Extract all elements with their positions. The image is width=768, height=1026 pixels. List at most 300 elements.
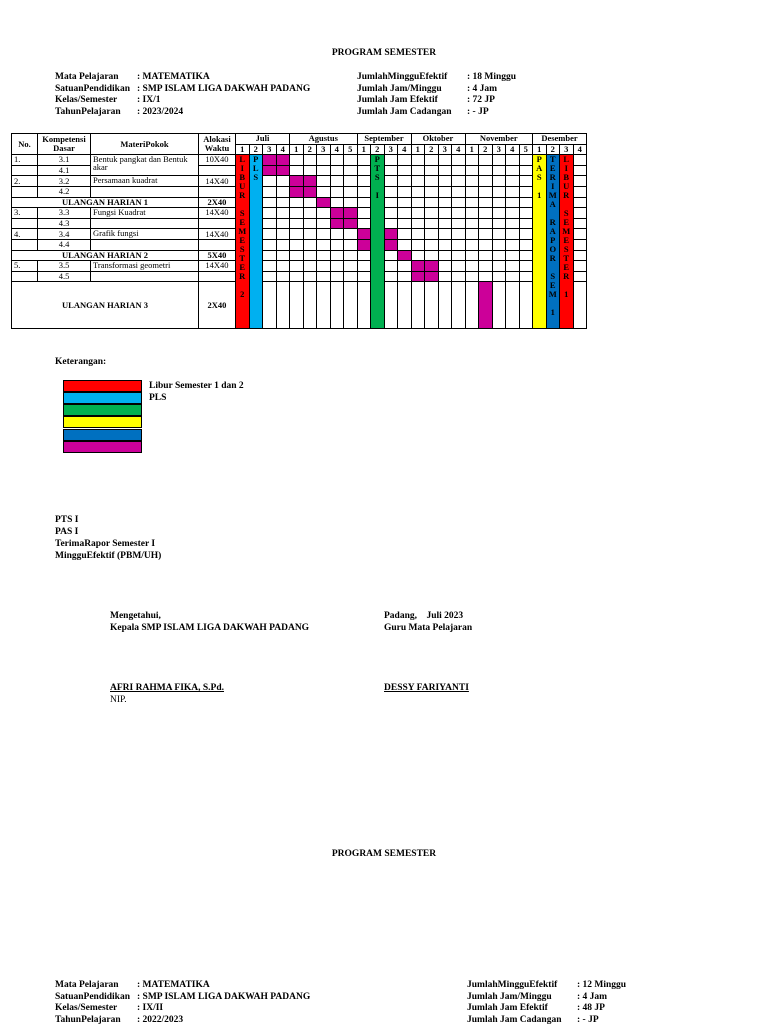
- week-cell: [330, 271, 344, 282]
- info-value: : 2022/2023: [137, 1014, 184, 1025]
- week-cell: [438, 239, 452, 250]
- week-cell: [438, 197, 452, 208]
- info-label: JumlahMingguEfektif: [467, 980, 558, 990]
- week-cell: [290, 197, 304, 208]
- header-month: Agustus: [290, 134, 358, 145]
- table-row: [12, 229, 587, 240]
- week-cell: [344, 186, 358, 197]
- header-week: 1: [236, 144, 250, 155]
- week-cell: [411, 197, 425, 208]
- week-cell: [263, 282, 277, 329]
- week-cell: [384, 282, 398, 329]
- week-cell: [479, 186, 493, 197]
- header-month: Juli: [236, 134, 290, 145]
- week-cell: [303, 250, 317, 261]
- table-row: [12, 218, 587, 229]
- header-month: Desember: [533, 134, 587, 145]
- vertical-label-cell: P T S I: [371, 155, 385, 329]
- legend-item-rapor: TerimaRapor Semester I: [55, 539, 156, 549]
- info-value: : 48 JP: [577, 1003, 605, 1014]
- week-cell: [276, 261, 290, 272]
- materi-cell: [91, 239, 199, 250]
- week-cell: [384, 176, 398, 187]
- week-cell: [452, 271, 466, 282]
- magenta-cell: [317, 197, 331, 208]
- week-cell: [438, 250, 452, 261]
- week-cell: [425, 176, 439, 187]
- week-cell: [398, 165, 412, 176]
- week-cell: [384, 165, 398, 176]
- info-row: [55, 980, 310, 992]
- week-cell: [276, 229, 290, 240]
- week-cell: [519, 282, 533, 329]
- info-label: Jumlah Jam Cadangan: [467, 1014, 562, 1025]
- vertical-label-cell: P A S 1: [533, 155, 547, 329]
- table-row-ulangan: [12, 250, 587, 261]
- principal-name: AFRI RAHMA FIKA, S.Pd.: [110, 683, 225, 693]
- no-cell: 2.: [12, 176, 38, 187]
- week-cell: [519, 165, 533, 176]
- info-label: TahunPelajaran: [55, 1014, 121, 1025]
- week-cell: [263, 186, 277, 197]
- week-cell: [276, 271, 290, 282]
- week-cell: [479, 197, 493, 208]
- week-cell: [303, 229, 317, 240]
- week-cell: [290, 282, 304, 329]
- week-cell: [398, 176, 412, 187]
- week-cell: [479, 176, 493, 187]
- week-cell: [303, 208, 317, 219]
- week-cell: [452, 250, 466, 261]
- week-cell: [479, 261, 493, 272]
- week-cell: [344, 261, 358, 272]
- info-row: [55, 84, 310, 96]
- week-cell: [519, 261, 533, 272]
- week-cell: [398, 208, 412, 219]
- week-cell: [452, 176, 466, 187]
- header-month: November: [465, 134, 533, 145]
- week-cell: [465, 186, 479, 197]
- info-value: : MATEMATIKA: [137, 72, 210, 82]
- materi-cell: Bentuk pangkat dan Bentuk akar: [91, 155, 199, 176]
- week-cell: [519, 186, 533, 197]
- week-cell: [573, 239, 587, 250]
- week-cell: [263, 208, 277, 219]
- week-cell: [492, 218, 506, 229]
- week-cell: [425, 250, 439, 261]
- week-cell: [411, 165, 425, 176]
- header-week: 3: [317, 144, 331, 155]
- week-cell: [317, 229, 331, 240]
- week-cell: [411, 176, 425, 187]
- legend-swatch-green: [63, 404, 142, 416]
- alokasi-cell: [199, 271, 236, 282]
- week-cell: [276, 239, 290, 250]
- header-week: 3: [384, 144, 398, 155]
- week-cell: [492, 239, 506, 250]
- week-cell: [290, 239, 304, 250]
- header-week: 3: [438, 144, 452, 155]
- week-cell: [357, 155, 371, 166]
- header-no: No.: [12, 134, 38, 155]
- info-label: Kelas/Semester: [55, 1003, 118, 1014]
- week-cell: [263, 271, 277, 282]
- week-cell: [290, 155, 304, 166]
- week-cell: [330, 176, 344, 187]
- week-cell: [263, 229, 277, 240]
- table-row-ulangan: [12, 197, 587, 208]
- week-cell: [263, 239, 277, 250]
- header-month: Oktober: [411, 134, 465, 145]
- schedule-table-wrapper: [11, 133, 587, 329]
- week-cell: [438, 186, 452, 197]
- info-label: Mata Pelajaran: [55, 980, 119, 990]
- info-value: : SMP ISLAM LIGA DAKWAH PADANG: [137, 83, 311, 94]
- magenta-cell: [411, 261, 425, 272]
- info-label: Jumlah Jam/Minggu: [357, 83, 442, 94]
- info-row: [467, 1015, 626, 1026]
- week-cell: [492, 208, 506, 219]
- kd-cell: 4.3: [38, 218, 91, 229]
- week-cell: [303, 218, 317, 229]
- week-cell: [276, 218, 290, 229]
- legend-item-pas: PAS I: [55, 527, 79, 537]
- table-row: [12, 239, 587, 250]
- week-cell: [425, 239, 439, 250]
- info-label: SatuanPendidikan: [55, 991, 130, 1002]
- info-row: [357, 95, 516, 107]
- materi-cell: [91, 218, 199, 229]
- week-cell: [573, 155, 587, 166]
- legend-swatch-yellow: [63, 416, 142, 428]
- week-cell: [506, 250, 520, 261]
- week-cell: [438, 282, 452, 329]
- week-cell: [506, 165, 520, 176]
- week-cell: [384, 218, 398, 229]
- week-cell: [506, 239, 520, 250]
- info-row: [55, 992, 310, 1004]
- week-cell: [425, 155, 439, 166]
- week-cell: [573, 208, 587, 219]
- legend-swatch-blue: [63, 429, 142, 441]
- info-value: : SMP ISLAM LIGA DAKWAH PADANG: [137, 991, 311, 1002]
- ulangan-label: ULANGAN HARIAN 2: [12, 250, 199, 261]
- week-cell: [276, 208, 290, 219]
- info-row: [357, 84, 516, 96]
- materi-cell: Fungsi Kuadrat: [91, 208, 199, 219]
- magenta-cell: [384, 239, 398, 250]
- magenta-cell: [303, 176, 317, 187]
- week-cell: [317, 261, 331, 272]
- no-cell: [12, 186, 38, 197]
- header-week: 2: [371, 144, 385, 155]
- week-cell: [330, 155, 344, 166]
- alokasi-cell: [199, 239, 236, 250]
- week-cell: [276, 197, 290, 208]
- alokasi-cell: [199, 165, 236, 176]
- header-week: 1: [290, 144, 304, 155]
- week-cell: [506, 186, 520, 197]
- magenta-cell: [290, 176, 304, 187]
- week-cell: [425, 165, 439, 176]
- kd-cell: 3.2: [38, 176, 91, 187]
- table-row: [12, 271, 587, 282]
- header-alokasi: Alokasi Waktu: [199, 134, 236, 155]
- week-cell: [465, 250, 479, 261]
- week-cell: [263, 197, 277, 208]
- magenta-cell: [384, 229, 398, 240]
- alokasi-cell: 2X40: [199, 197, 236, 208]
- page-title: PROGRAM SEMESTER: [331, 48, 437, 58]
- header-week: 1: [465, 144, 479, 155]
- week-cell: [330, 165, 344, 176]
- info-value: : IX/II: [137, 1003, 164, 1014]
- kd-cell: 3.1: [38, 155, 91, 166]
- magenta-cell: [290, 186, 304, 197]
- alokasi-cell: 14X40: [199, 176, 236, 187]
- week-cell: [398, 261, 412, 272]
- week-cell: [573, 165, 587, 176]
- week-cell: [317, 186, 331, 197]
- week-cell: [384, 155, 398, 166]
- week-cell: [317, 250, 331, 261]
- week-cell: [411, 250, 425, 261]
- week-cell: [492, 197, 506, 208]
- magenta-cell: [276, 165, 290, 176]
- week-cell: [425, 197, 439, 208]
- week-cell: [452, 186, 466, 197]
- week-cell: [452, 229, 466, 240]
- info-value: : 2023/2024: [137, 106, 184, 117]
- week-cell: [411, 155, 425, 166]
- legend-swatch-red: [63, 380, 142, 392]
- magenta-cell: [425, 261, 439, 272]
- header-week: 4: [330, 144, 344, 155]
- header-week: 4: [452, 144, 466, 155]
- table-row: [12, 208, 587, 219]
- week-cell: [519, 271, 533, 282]
- week-cell: [452, 239, 466, 250]
- info-row: [55, 72, 310, 84]
- week-cell: [573, 218, 587, 229]
- kd-cell: 4.1: [38, 165, 91, 176]
- magenta-cell: [344, 218, 358, 229]
- course-info-right: [357, 72, 516, 118]
- week-cell: [479, 229, 493, 240]
- header-month: September: [357, 134, 411, 145]
- week-cell: [519, 250, 533, 261]
- legend-title: Keterangan:: [55, 357, 107, 367]
- sig-left-line1: Mengetahui,: [110, 611, 161, 621]
- week-cell: [303, 165, 317, 176]
- week-cell: [344, 271, 358, 282]
- week-cell: [519, 176, 533, 187]
- info-label: SatuanPendidikan: [55, 83, 130, 94]
- info-label: Mata Pelajaran: [55, 72, 119, 82]
- week-cell: [438, 176, 452, 187]
- week-cell: [317, 282, 331, 329]
- week-cell: [492, 261, 506, 272]
- alokasi-cell: 14X40: [199, 261, 236, 272]
- info-label: TahunPelajaran: [55, 106, 121, 117]
- week-cell: [425, 218, 439, 229]
- week-cell: [357, 218, 371, 229]
- week-cell: [330, 282, 344, 329]
- week-cell: [573, 197, 587, 208]
- legend-label-libur: Libur Semester 1 dan 2: [149, 381, 244, 391]
- week-cell: [290, 271, 304, 282]
- week-cell: [506, 218, 520, 229]
- week-cell: [519, 155, 533, 166]
- week-cell: [276, 186, 290, 197]
- week-cell: [303, 271, 317, 282]
- week-cell: [276, 282, 290, 329]
- info-row: [55, 95, 310, 107]
- week-cell: [452, 282, 466, 329]
- week-cell: [573, 261, 587, 272]
- header-kd: Kompetensi Dasar: [38, 134, 91, 155]
- info-value: : IX/1: [137, 95, 161, 106]
- course-info-left: [55, 72, 310, 118]
- magenta-cell: [357, 239, 371, 250]
- sig-left-line2: Kepala SMP ISLAM LIGA DAKWAH PADANG: [110, 623, 310, 633]
- header-week: 1: [357, 144, 371, 155]
- week-cell: [479, 250, 493, 261]
- no-cell: [12, 271, 38, 282]
- week-cell: [303, 155, 317, 166]
- magenta-cell: [263, 155, 277, 166]
- week-cell: [357, 261, 371, 272]
- info-value: : 4 Jam: [577, 991, 608, 1002]
- no-cell: 4.: [12, 229, 38, 240]
- legend-item-minggu: MingguEfektif (PBM/UH): [55, 551, 162, 561]
- week-cell: [330, 229, 344, 240]
- week-cell: [492, 250, 506, 261]
- info-value: : 18 Minggu: [467, 72, 517, 82]
- info-row: [55, 107, 310, 119]
- week-cell: [573, 271, 587, 282]
- week-cell: [290, 208, 304, 219]
- header-week: 3: [560, 144, 574, 155]
- week-cell: [519, 218, 533, 229]
- info-row: [55, 1003, 310, 1015]
- week-cell: [479, 165, 493, 176]
- alokasi-cell: 14X40: [199, 208, 236, 219]
- magenta-cell: [357, 229, 371, 240]
- week-cell: [344, 155, 358, 166]
- week-cell: [344, 282, 358, 329]
- week-cell: [411, 282, 425, 329]
- kd-cell: 4.5: [38, 271, 91, 282]
- principal-nip: NIP.: [110, 695, 127, 705]
- header-week: 3: [263, 144, 277, 155]
- week-cell: [411, 208, 425, 219]
- week-cell: [357, 186, 371, 197]
- magenta-cell: [425, 271, 439, 282]
- week-cell: [425, 229, 439, 240]
- materi-cell: Grafik fungsi: [91, 229, 199, 240]
- info-value: : 4 Jam: [467, 83, 498, 94]
- header-week: 3: [492, 144, 506, 155]
- week-cell: [357, 282, 371, 329]
- no-cell: 1.: [12, 155, 38, 166]
- info-label: Jumlah Jam/Minggu: [467, 991, 552, 1002]
- magenta-cell: [263, 165, 277, 176]
- week-cell: [425, 282, 439, 329]
- materi-cell: Transformasi geometri: [91, 261, 199, 272]
- week-cell: [411, 218, 425, 229]
- week-cell: [465, 282, 479, 329]
- sig-right-line1: Padang, Juli 2023: [384, 611, 464, 621]
- week-cell: [290, 165, 304, 176]
- info-label: Kelas/Semester: [55, 95, 118, 106]
- week-cell: [465, 239, 479, 250]
- week-cell: [452, 208, 466, 219]
- table-row: [12, 176, 587, 187]
- header-week: 2: [425, 144, 439, 155]
- ulangan-label: ULANGAN HARIAN 1: [12, 197, 199, 208]
- week-cell: [330, 261, 344, 272]
- week-cell: [398, 197, 412, 208]
- info-label: JumlahMingguEfektif: [357, 72, 448, 82]
- week-cell: [344, 165, 358, 176]
- week-cell: [398, 282, 412, 329]
- teacher-name: DESSY FARIYANTI: [384, 683, 469, 693]
- week-cell: [506, 176, 520, 187]
- week-cell: [506, 282, 520, 329]
- week-cell: [317, 208, 331, 219]
- legend-item-pts: PTS I: [55, 515, 79, 525]
- header-week: 2: [303, 144, 317, 155]
- week-cell: [357, 197, 371, 208]
- week-cell: [506, 155, 520, 166]
- sig-right-line2: Guru Mata Pelajaran: [384, 623, 473, 633]
- no-cell: 3.: [12, 208, 38, 219]
- week-cell: [465, 261, 479, 272]
- vertical-label-cell: P L S: [249, 155, 263, 329]
- week-cell: [492, 186, 506, 197]
- magenta-cell: [344, 208, 358, 219]
- header-week: 2: [249, 144, 263, 155]
- week-cell: [573, 186, 587, 197]
- week-cell: [573, 229, 587, 240]
- week-cell: [290, 229, 304, 240]
- week-cell: [303, 239, 317, 250]
- week-cell: [465, 155, 479, 166]
- week-cell: [344, 197, 358, 208]
- magenta-cell: [330, 208, 344, 219]
- week-cell: [330, 186, 344, 197]
- week-cell: [492, 271, 506, 282]
- materi-cell: Persamaan kuadrat: [91, 176, 199, 187]
- week-cell: [479, 218, 493, 229]
- week-cell: [384, 186, 398, 197]
- week-cell: [438, 218, 452, 229]
- table-row-ulangan: [12, 282, 587, 329]
- week-cell: [479, 208, 493, 219]
- week-cell: [263, 218, 277, 229]
- week-cell: [452, 261, 466, 272]
- week-cell: [465, 229, 479, 240]
- week-cell: [344, 250, 358, 261]
- week-cell: [465, 218, 479, 229]
- header-week: 5: [344, 144, 358, 155]
- week-cell: [479, 239, 493, 250]
- kd-cell: 4.2: [38, 186, 91, 197]
- kd-cell: 4.4: [38, 239, 91, 250]
- week-cell: [317, 155, 331, 166]
- week-cell: [398, 155, 412, 166]
